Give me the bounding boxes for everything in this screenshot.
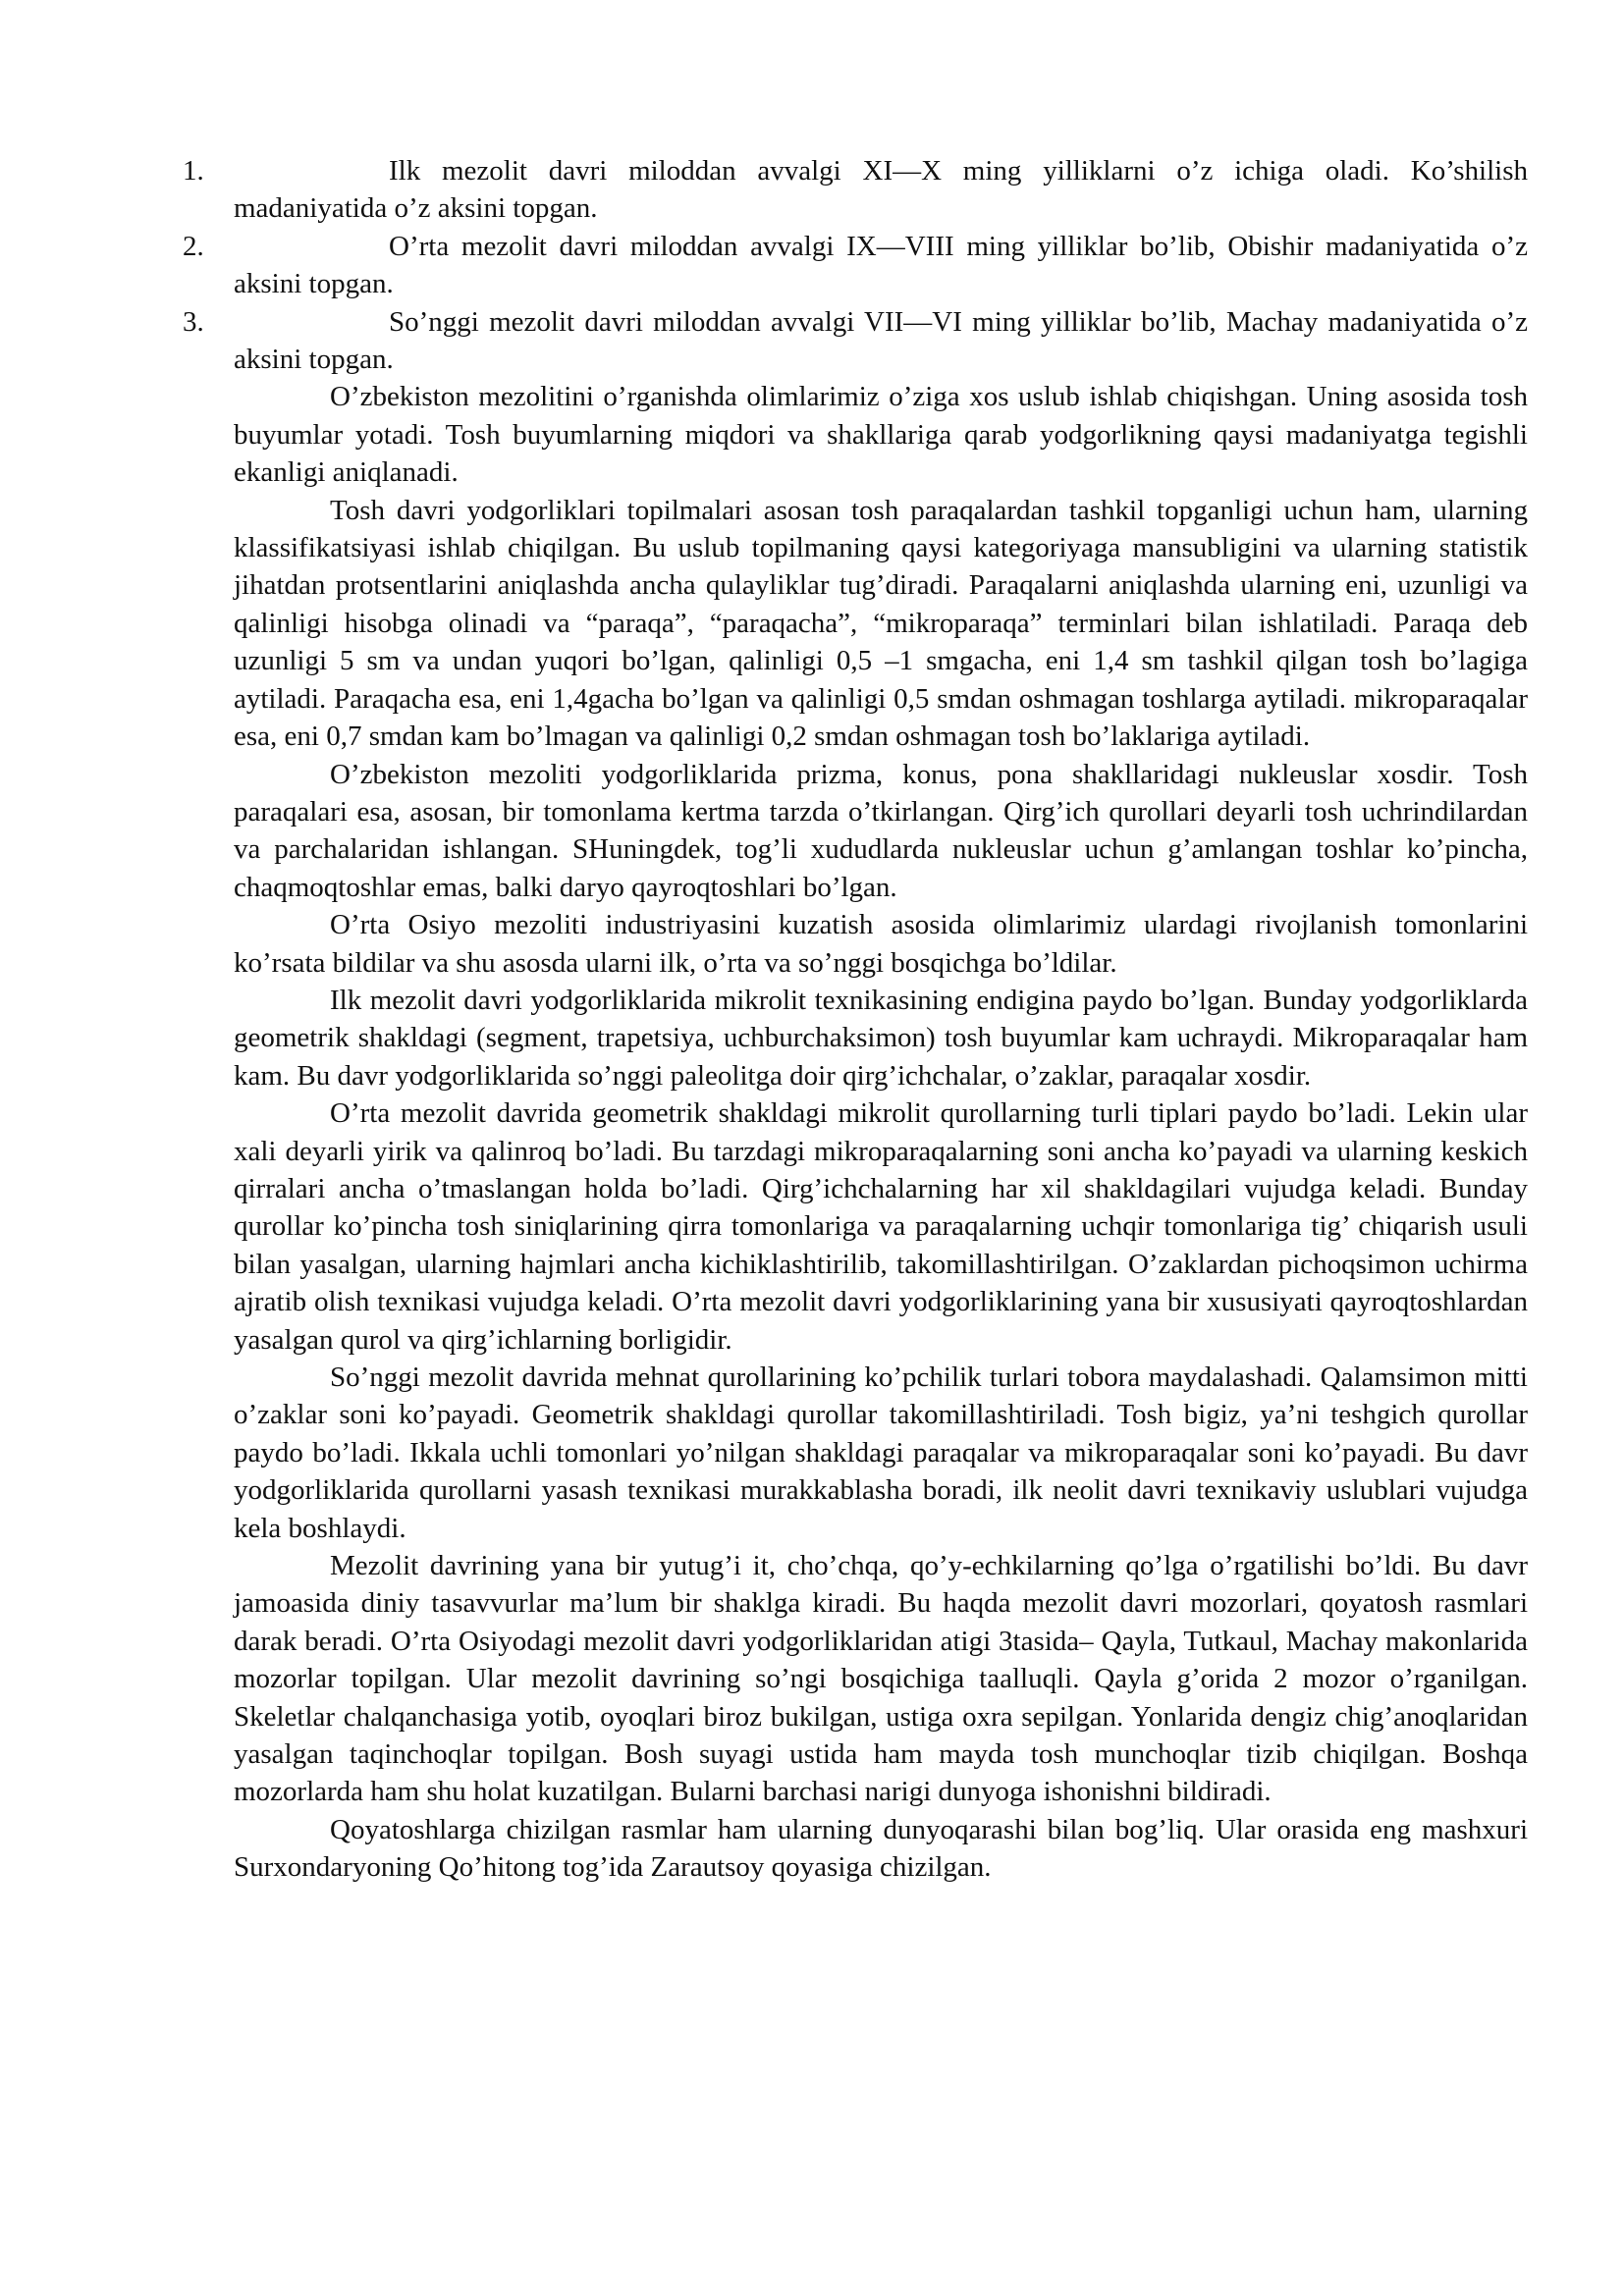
list-item-2: [183, 228, 1528, 303]
paragraph-late-mesolithic: So’nggi mezolit davrida mehnat qurollarining ko’pchilik turlari tobora maydalashadi. Qalamsimon mitti o’zaklar soni ko’payadi. Geometrik shakldagi qurollar takomillashtiriladi. Tosh bigiz, ya’ni teshgich qurollar paydo bo’ladi. Ikkala uchli tomonlari yo’nilgan shakldagi paraqalar va mikroparaqalar soni ko’payadi. Bu davr yodgorliklarida qurollarni yasash texnikasi murakkablasha boradi, ilk neolit davri texnikaviy uslublari vujudga kela boshlaydi.: [234, 1362, 1528, 1544]
list-item-3: [183, 303, 1528, 379]
paragraph-middle-mesolithic: O’rta mezolit davrida geometrik shakldagi mikrolit qurollarning turli tiplari paydo bo’ladi. Lekin ular xali deyarli yirik va qalinroq bo’ladi. Bu tarzdagi mikroparaqalarning soni ancha ko’payadi va ularning keskich qirralari ancha o’tmaslangan holda bo’ladi. Qirg’ichchalarning har xil shakldagilari vujudga keladi. Bunday qurollar ko’pincha tosh siniqlarining qirra tomonlariga va paraqalarning uchqir tomonlariga tig’ chiqarish usuli bilan yasalgan, ularning hajmlari ancha kichiklashtirilib, takomillashtirilgan. O’zaklardan pichoqsimon uchirma ajratib olish texnikasi vujudga keladi. O’rta mezolit davri yodgorliklarining yana bir xususiyati qayroqtoshlardan yasalgan qurol va qirg’ichlarning borligidir.: [234, 1097, 1528, 1356]
paragraph-nucleus: O’zbekiston mezoliti yodgorliklarida prizma, konus, pona shakllaridagi nukleuslar xosdir. Tosh paraqalari esa, asosan, bir tomonlama kertma tarzda o’tkirlangan. Qirg’ich qurollari deyarli tosh uchrindilardan va parchalaridan ishlangan. SHuningdek, tog’li xududlarda nukleuslar uchun g’amlangan toshlar ko’pincha, chaqmoqtoshlar emas, balki daryo qayroqtoshlari bo’lgan.: [234, 758, 1528, 903]
document-body: [183, 152, 1528, 1887]
list-text: Ilk mezolit davri miloddan avvalgi XI—X ming yilliklarni o’z ichiga oladi. Ko’shilish madaniyatida o’z aksini topgan.: [234, 155, 1528, 225]
paragraph-methodology: O’zbekiston mezolitini o’rganishda olimlarimiz o’ziga xos uslub ishlab chiqishgan. Uning asosida tosh buyumlar yotadi. Tosh buyumlarning miqdori va shakllariga qarab yodgorlikning qaysi madaniyatga tegishli ekanligi aniqlanadi.: [234, 381, 1528, 489]
list-number: 1.: [183, 155, 204, 187]
paragraph-burials: Mezolit davrining yana bir yutug’i it, cho’chqa, qo’y-echkilarning qo’lga o’rgatilishi bo’ldi. Bu davr jamoasida diniy tasavvurlar ma’lum bir shaklga kiradi. Bu haqda mezolit davri mozorlari, qoyatosh rasmlari darak beradi. O’rta Osiyodagi mezolit davri yodgorliklaridan atigi 3tasida– Qayla, Tutkaul, Machay makonlarida mozorlar topilgan. Ular mezolit davrining so’ngi bosqichiga taalluqli. Qayla g’orida 2 mozor o’rganilgan. Skeletlar chalqanchasiga yotib, oyoqlari biroz bukilgan, ustiga oxra sepilgan. Yonlarida dengiz chig’anoqlaridan yasalgan taqinchoqlar topilgan. Bosh suyagi ustida ham mayda tosh munchoqlar tizib chiqilgan. Boshqa mozorlarda ham shu holat kuzatilgan. Bularni barchasi narigi dunyoga ishonishni bildiradi.: [234, 1550, 1528, 1808]
paragraph-industry: O’rta Osiyo mezoliti industriyasini kuzatish asosida olimlarimiz ulardagi rivojlanish tomonlarini ko’rsata bildilar va shu asosda ularni ilk, o’rta va so’nggi bosqichga bo’ldilar.: [234, 909, 1528, 979]
list-number: 3.: [183, 305, 204, 338]
list-number: 2.: [183, 230, 204, 262]
paragraph-early-mesolithic: Ilk mezolit davri yodgorliklarida mikrolit texnikasining endigina paydo bo’lgan. Bunday yodgorliklarda geometrik shakldagi (segment, trapetsiya, uchburchaksimon) tosh buyumlar kam uchraydi. Mikroparaqalar ham kam. Bu davr yodgorliklarida so’nggi paleolitga doir qirg’ichchalar, o’zaklar, paraqalar xosdir.: [234, 984, 1528, 1092]
list-text: O’rta mezolit davri miloddan avvalgi IX—VIII ming yilliklar bo’lib, Obishir madaniyatida o’z aksini topgan.: [234, 230, 1528, 300]
paragraph-classification: Tosh davri yodgorliklari topilmalari asosan tosh paraqalardan tashkil topganligi uchun ham, ularning klassifikatsiyasi ishlab chiqilgan. Bu uslub topilmaning qaysi kategoriyaga mansubligini va ularning statistik jihatdan protsentlarini aniqlashda ancha qulayliklar tug’diradi. Paraqalarni aniqlashda ularning eni, uzunligi va qalinligi hisobga olinadi va “paraqa”, “paraqacha”, “mikroparaqa” terminlari bilan ishlatiladi. Paraqa deb uzunligi 5 sm va undan yuqori bo’lgan, qalinligi 0,5 –1 smgacha, eni 1,4 sm tashkil qilgan tosh bo’lagiga aytiladi. Paraqacha esa, eni 1,4gacha bo’lgan va qalinligi 0,5 smdan oshmagan toshlarga aytiladi. mikroparaqalar esa, eni 0,7 smdan kam bo’lmagan va qalinligi 0,2 smdan oshmagan tosh bo’laklariga aytiladi.: [234, 494, 1528, 753]
paragraph-rock-art: Qoyatoshlarga chizilgan rasmlar ham ularning dunyoqarashi bilan bog’liq. Ular orasida eng mashxuri Surxondaryoning Qo’hitong tog’ida Zarautsoy qoyasiga chizilgan.: [234, 1813, 1528, 1884]
list-text: So’nggi mezolit davri miloddan avvalgi VII—VI ming yilliklar bo’lib, Machay madaniyatida o’z aksini topgan.: [234, 305, 1528, 376]
list-item-1: [183, 152, 1528, 228]
